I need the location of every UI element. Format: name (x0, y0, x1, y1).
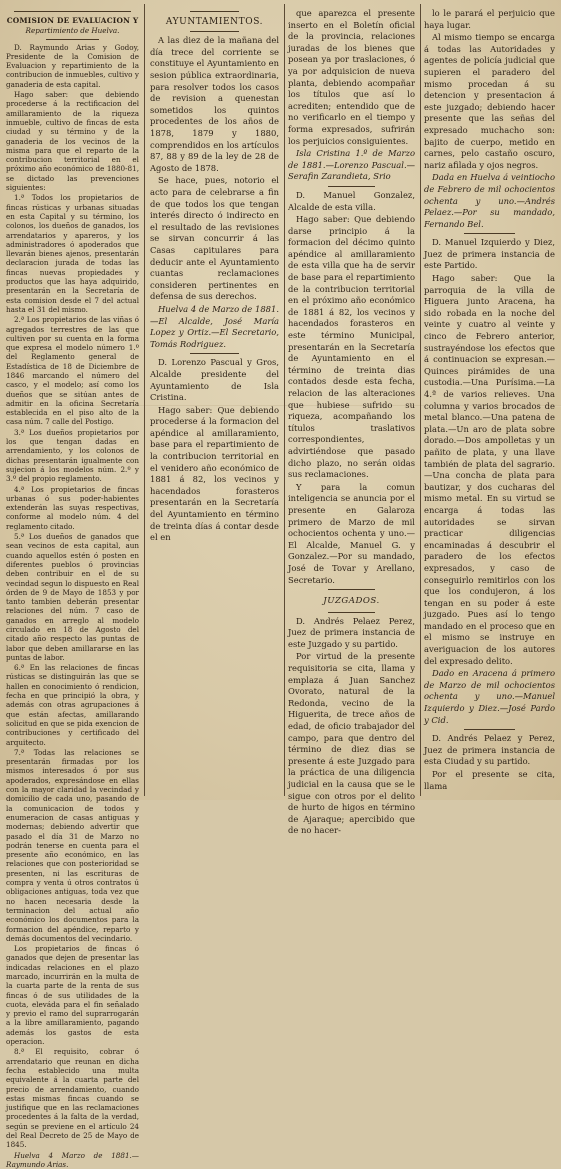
notice-signoff: Huelva 4 de Marzo de 1881.—El Alcalde, José María Lopez y Ortiz.—El Secretario, Tomás Rodriguez. (150, 303, 279, 349)
notice-signoff: Dada en Huelva á veintiocho de Febrero de mil ochocientos ochenta y uno.—Andrés Pelaez.—Por su mandado, Fernando Bel. (424, 172, 555, 229)
commission-subheading: Repartimiento de Huelva. (25, 26, 120, 36)
divider (14, 11, 131, 12)
notice-paragraph: Por virtud de la presente requisitoria se cita, llama y emplaza á Juan Sanchez Ovorato, natural de la Redonda, vecino de la Higuerita, de trece años de edad, de oficio trabajador del campo, para que dentro del término de diez dias se presente á este Juzgado para la práctica de una diligencia judicial en la causa que se le sigue con otros por el delito de hurto de higos en término de Ajaraque; apercibido que de no hacer- (288, 651, 415, 836)
divider (464, 233, 515, 234)
notice-paragraph: Por el presente se cita, llama (424, 769, 555, 791)
column-1 (6, 8, 139, 1169)
divider (328, 186, 375, 187)
notice-paragraph: Los propietarios de fincas ó ganados que dejen de presentar las indicadas relaciones en el plazo marcado, incurrirán en la multa de la cuarta parte de la renta de sus fincas ó de sus utilidades de la cuota, eleváda para el fin señalado y previo el ramo del suprarrogarán a la libre amillaramiento, pagando además los gastos de esta operacion. (6, 944, 139, 1047)
divider (328, 589, 375, 590)
commission-heading: COMISION DE EVALUACION Y (6, 16, 139, 25)
notice-paragraph: 4.ª Los propietarios de fincas urbanas ó sus poder-habientes extenderán las suyas respectivas, conforme al modelo núm. 4 del reglamento citado. (6, 484, 139, 531)
notice-paragraph: Hago saber: Que debiendo procederse á la formacion del apéndice al amillaramiento, base para el repartimiento de la contribucion territorial en el venidero año económico de 1881 á 82, los vecinos y hacendados forasteros presentarán en la Secretaría del Ayuntamiento en término de treinta días á contar desde el en (150, 404, 279, 543)
notice-intro: D. Raymundo Arias y Godoy, Presidente de la Comision de Evaluacion y repartimiento de la contribucion de inmuebles, cultivo y ganaderia de esta capital. (6, 42, 139, 89)
notice-intro: D. Manuel Gonzalez, Alcalde de esta villa. (288, 189, 415, 212)
notice-paragraph: Se hace, pues, notorio el acto para de celebrarse a fin de que todos los que tengan interés directo ó indirecto en el resultado de las revisiones se sirvan concurrir á las Casas capitulares para deducir ante el Ayuntamiento cuantas reclamaciones consideren pertinentes en defensa de sus derechos. (150, 175, 279, 302)
notice-paragraph: 7.ª Todas las relaciones se presentarán firmadas por los mismos interesados ó por sus apoderados, expresándose en ellas con la mayor claridad la vecindad y domicilio de cada uno, pasando de la comunicacion de todos y enumeracion de casas antiguas y modernas; debiendo advertir que pasado el día 31 de Marzo no podrán tenerse en cuenta para el presente año económico, en las relaciones que con posterioridad se presenten, ni las escrituras de compra y venta ú otros contratos ú obligaciones antiguas, toda vez que no hacen necesaria desde la terminacion del actual año económico los documentos para la formacion del apéndice, reparto y demás documentos del vecindario. (6, 747, 139, 943)
notice-intro: D. Andrés Pelaez y Perez, Juez de primera instancia de esta Ciudad y su partido. (424, 733, 555, 767)
notice-lead: A las diez de la mañana del día trece del corriente se constituye el Ayuntamiento en sesion pública extraordinaria, para resolver todos los casos de revision a quenestan sometidos los quintos procedentes de los años de 1878, 1879 y 1880, comprendidos en los artículos 87, 88 y 89 de la ley de 28 de Agosto de 1878. (150, 35, 279, 173)
notice-intro: D. Andrés Pelaez Perez, Juez de primera instancia de este Juzgado y su partido. (288, 615, 415, 649)
notice-paragraph: lo le parará el perjuicio que haya lugar. (424, 8, 555, 30)
column-rule (284, 4, 285, 796)
notice-intro: D. Lorenzo Pascual y Gros, Alcalde presidente del Ayuntamiento de Isla Cristina. (150, 357, 279, 403)
notice-paragraph: Y para la comun inteligencia se anuncia por el presente en Galaroza primero de Marzo de mil ochocientos ochenta y uno.—El Alcalde, Manuel G. y Gonzalez.—Por su mandado, José de Tovar y Arellano, Secretario. (288, 481, 415, 585)
notice-paragraph: Al mismo tiempo se encarga á todas las Autoridades y agentes de policía judicial que supieren el paradero del mismo procedan á su detencion y presentacion á este juzgado; debiendo hacer presente que las señas del expresado muchacho son: bajito de cuerpo, metido en carnes, pelo castaño oscuro, nariz afilada y ojos negros. (424, 32, 555, 170)
notice-paragraph: 2.ª Los propietarios de las viñas ó agregados terrestres de las que cultiven por su cuenta en la forma que expresa el modelo número 1.º del Reglamento general de Estadística de 18 de Diciembre de 1846 marcando el número del casco, y el modelo; así como los dueños que se sitúan antes de admitir en la oficina Secretaría establecida en el piso alto de la casa núm. 7 calle del Postigo. (6, 315, 139, 427)
column-3 (288, 8, 415, 836)
column-2 (150, 8, 279, 792)
column-4 (424, 8, 555, 792)
divider (328, 612, 375, 613)
notice-paragraph: 1.ª Todos los propietarios de fincas rústicas y urbanas situadas en esta Capital y su término, los colonos, los dueños de ganados, los arrendatarios y apareros, y los administradores ó apoderados que llevarán bienes ajenos, presentarán declaracion jurada de todas las fincas nuevas propiedades y productos que las haya adquirido, presentarán en la Secretaría de esta comision desde el 7 del actual hasta el 31 del mismo. (6, 193, 139, 314)
notice-paragraph: Hago saber: Que la parroquia de la villa de Higuera junto Aracena, ha sido robada en la noche del veinte y cuatro al veinte y cinco de Febrero anterior, sustrayéndose los efectos que á continuacion se expresan.—Quinces pirámides de una custodia.—Una Purísima.—La 4.ª de varios relieves. Una columna y varios brocados de metal blanco.—Una patena de plata.—Un aro de plata sobre dorado.—Dos ampolletas y un pañito de plata, y una llave también de plata del sagrario.—Una concha de plata para bautizar, y dos cucharas del mismo metal. En su virtud se encarga á todas las autoridades se sirvan practicar diligencias encaminadas á descubrir el paradero de los efectos expresados, y caso de conseguirlo remitirlos con los que los condujeron, á los tengan en su poder á este juzgado. Pues así lo tengo mandado en el proceso que en el mismo se instruye en averiguacion de los autores del expresado delito. (424, 273, 555, 666)
notice-signoff: Dado en Aracena á primero de Marzo de mil ochocientos ochenta y uno.—Manuel Izquierdo y Diez.—José Pardo y Cid. (424, 668, 555, 725)
notice-paragraph: que aparezca el presente inserto en el Boletín oficial de la provincia, relaciones juradas de los bienes que posean ya por traslaciones, ó ya por adquisicion de nueva planta, debiendo acompañar los títulos que así lo acrediten; entendido que de no verificarlo en el tiempo y forma expresados, sufrirán los perjuicios consiguientes. (288, 8, 415, 146)
notice-paragraph: 6.ª En las relaciones de fincas rústicas se distinguirán las que se hallen en conocimiento ó rendicion, fecha en que principió la obra, y además con otras agrupaciones á que están afectas, amillarando solicitud en que se pida exencion de contribuciones y certificado del arquitecto. (6, 663, 139, 747)
column-rule (420, 4, 421, 796)
notice-paragraph: 5.ª Los dueños de ganados que sean vecinos de esta capital, aun cuando aquellos estén ó posten en diferentes pueblos ó provincias deben contribuir en el de su vecindad segun lo dispuesto en Real órden de 9 de Mayo de 1853 y por tanto tambien deberán presentar relaciones del núm. 7 caso de ganados en arreglo al modelo circulado en 18 de Agosto del citado año respecto las puntas de labor que deben amillararse en las puntas de labor. (6, 532, 139, 662)
divider (190, 11, 239, 12)
section-title-ayuntamientos: AYUNTAMIENTOS. (165, 17, 264, 27)
notice-paragraph: 3.ª Los dueños propietarios por los que tengan dadas en arrendamiento, y los colonos de dichas presentarán igualmente con sujecion á los modelos núm. 2.º y 3.º del propio reglamento. (6, 427, 139, 484)
notice-signoff: Isla Cristina 1.º de Marzo de 1881.—Lorenzo Pascual.—Serafin Zarandieta, Srio (288, 148, 415, 182)
divider (190, 353, 239, 354)
section-title-juzgados: JUZGADOS. (323, 596, 380, 607)
notice-paragraph: Hago saber: Que debiendo darse principio á la formacion del décimo quinto apéndice al amillaramiento de esta villa que ha de servir de base para el repartimiento de la contribucion territorial en el próximo año económico de 1881 á 82, los vecinos y hacendados forasteros en este término Municipal, presentarán en la Secretaría de Ayuntamiento en el término de treinta dias contados desde esta fecha, relacion de las alteraciones que hubiese sufrido su riqueza, acompañando los títulos traslativos correspondientes, advirtiéndose que pasado dicho plazo, no serán oidas sus reclamaciones. (288, 214, 415, 480)
divider (464, 729, 515, 730)
notice-paragraph: Hago saber: que debiendo procederse á la rectificacion del amillaramiento de la riqueza inmueble, cultivo de fincas de esta ciudad y su término y de la ganaderia de los vecinos de la misma para que el reparto de la contribucion territorial en el próximo año económico de 1880-81, se dictado las prevenciones siguientes: (6, 90, 139, 193)
divider (46, 39, 99, 40)
divider (190, 31, 239, 32)
column-rule (144, 4, 145, 796)
notice-paragraph: 8.ª El requisito, cobrar ó arrendatario que reunan en dicha fecha establecido una multa equivalente á la cuarta parte del precio de arrendamiento, cuando estas mismas fincas cuando se justifique que en las reclamaciones procedentes á la falta de la verdad, según se previene en el artículo 24 del Real Decreto de 25 de Mayo de 1845. (6, 1047, 139, 1150)
notice-intro: D. Manuel Izquierdo y Diez, Juez de primera instancia de este Partido. (424, 237, 555, 271)
notice-signoff: Huelva 4 Marzo de 1881.—Raymundo Arias. (6, 1150, 139, 1169)
